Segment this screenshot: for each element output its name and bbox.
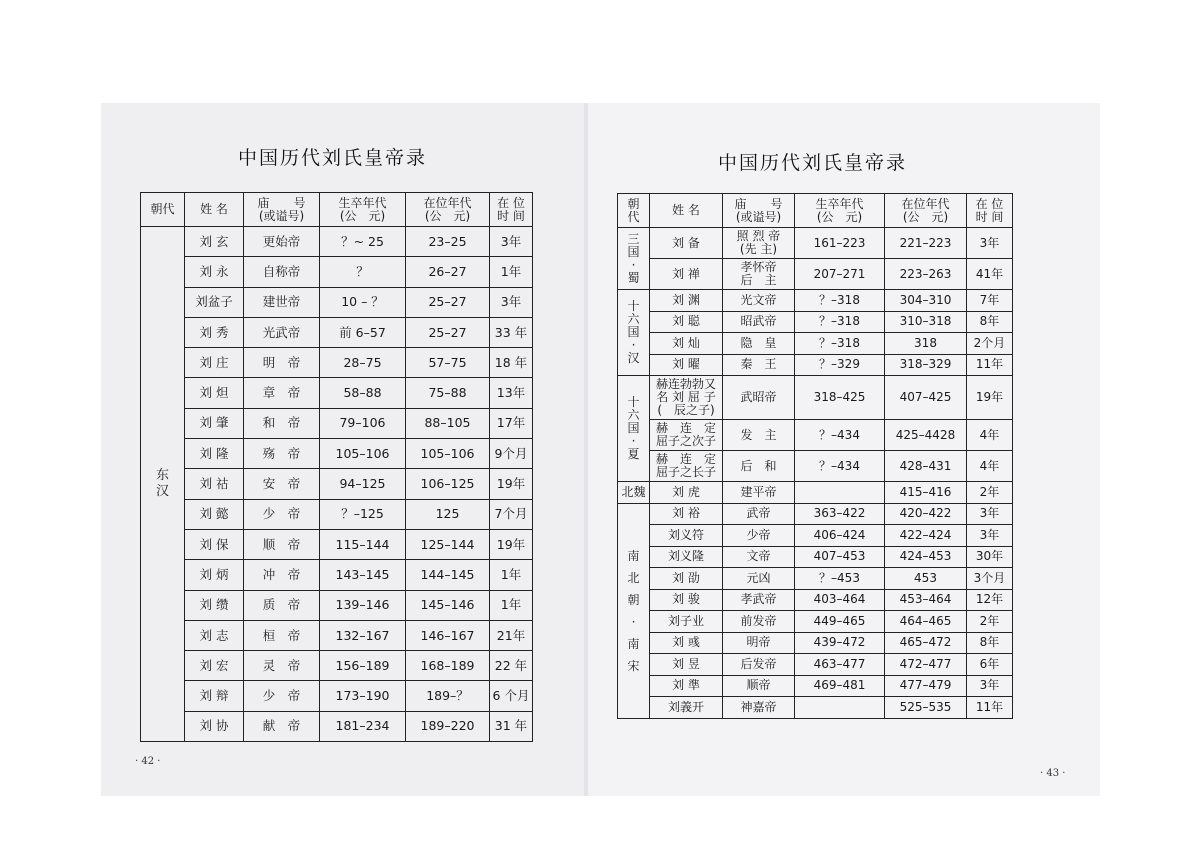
table-row [141,590,533,620]
dynasty-label: 十 六 国 · 汉 [618,290,650,376]
table-row [141,529,533,559]
table-row [141,257,533,287]
temple-name: 光文帝 [723,290,795,312]
reign-duration: 17年 [490,408,533,438]
life-years: 115–144 [320,529,406,559]
life-years: 10 – ？ [320,287,406,317]
life-years: 181–234 [320,711,406,741]
reign-duration: 9个月 [490,439,533,469]
left-page-number: · 42 · [135,756,161,767]
life-years: 406–424 [795,525,885,547]
table-row [141,378,533,408]
life-years: ？ [320,257,406,287]
reign-duration: 2个月 [967,333,1013,355]
temple-name: 元凶 [723,568,795,590]
reign-years: 25–27 [406,287,490,317]
emperor-name: 刘 秀 [185,317,244,347]
reign-duration: 4年 [967,420,1013,451]
emperor-name: 刘 肇 [185,408,244,438]
reign-years: 125–144 [406,529,490,559]
dynasty-label: 三 国 · 蜀 [618,228,650,290]
header-name: 姓 名 [650,194,723,228]
reign-duration: 4年 [967,451,1013,482]
emperor-name: 刘 聪 [650,311,723,333]
life-years: 363–422 [795,503,885,525]
header-dynasty: 朝 代 [618,194,650,228]
temple-name: 武昭帝 [723,376,795,420]
table-row [618,333,1013,355]
reign-years: 144–145 [406,560,490,590]
reign-duration: 21年 [490,620,533,650]
emperor-name: 刘 懿 [185,499,244,529]
emperor-name: 刘义符 [650,525,723,547]
life-years: 439–472 [795,632,885,654]
temple-name: 发 主 [723,420,795,451]
table-row [618,546,1013,568]
header-temple: 庙 号 (或谥号) [244,193,320,227]
reign-years: 525–535 [885,697,967,719]
life-years: ？–434 [795,451,885,482]
temple-name: 献 帝 [244,711,320,741]
temple-name: 殇 帝 [244,439,320,469]
reign-years: 424–453 [885,546,967,568]
reign-years: 105–106 [406,439,490,469]
reign-duration: 7年 [967,290,1013,312]
emperor-name: 刘 虎 [650,482,723,504]
temple-name: 光武帝 [244,317,320,347]
right-page-title: 中国历代刘氏皇帝录 [718,152,908,174]
emperor-name: 刘 骏 [650,589,723,611]
table-row [618,228,1013,259]
reign-years: 465–472 [885,632,967,654]
life-years: 463–477 [795,654,885,676]
table-row [618,482,1013,504]
reign-duration: 3年 [967,525,1013,547]
life-years: ？–125 [320,499,406,529]
reign-duration: 1年 [490,590,533,620]
reign-duration: 13年 [490,378,533,408]
life-years: 79–106 [320,408,406,438]
table-row [141,499,533,529]
table-row [618,525,1013,547]
table-row [141,620,533,650]
table-row [618,675,1013,697]
reign-duration: 3年 [967,228,1013,259]
reign-duration: 1年 [490,560,533,590]
life-years: 207–271 [795,259,885,290]
emperor-name: 刘 炟 [185,378,244,408]
reign-years: 146–167 [406,620,490,650]
temple-name: 武帝 [723,503,795,525]
temple-name: 和 帝 [244,408,320,438]
reign-years: 420–422 [885,503,967,525]
emperor-name: 刘 辩 [185,681,244,711]
life-years: ？~ 25 [320,227,406,257]
emperor-name: 刘 彧 [650,632,723,654]
life-years: 173–190 [320,681,406,711]
reign-duration: 3年 [967,675,1013,697]
emperor-name: 刘 炳 [185,560,244,590]
life-years: 403–464 [795,589,885,611]
header-life: 生卒年代 (公 元) [320,193,406,227]
reign-years: 318 [885,333,967,355]
reign-years: 106–125 [406,469,490,499]
reign-years: 464–465 [885,611,967,633]
reign-years: 425–4428 [885,420,967,451]
table-row [141,227,533,257]
reign-duration: 11年 [967,354,1013,376]
temple-name: 昭武帝 [723,311,795,333]
temple-name: 顺帝 [723,675,795,697]
reign-years: 145–146 [406,590,490,620]
temple-name: 少 帝 [244,681,320,711]
life-years: 前 6–57 [320,317,406,347]
temple-name: 自称帝 [244,257,320,287]
temple-name: 前发帝 [723,611,795,633]
emperor-name: 刘 协 [185,711,244,741]
reign-duration: 19年 [490,469,533,499]
dynasty-label: 东 汉 [141,227,185,742]
temple-name: 安 帝 [244,469,320,499]
table-row [141,287,533,317]
reign-years: 57–75 [406,348,490,378]
header-reign: 在位年代 (公 元) [406,193,490,227]
emperor-name: 刘義开 [650,697,723,719]
reign-years: 88–105 [406,408,490,438]
temple-name: 孝武帝 [723,589,795,611]
reign-duration: 3个月 [967,568,1013,590]
life-years: 132–167 [320,620,406,650]
emperor-name: 刘 灿 [650,333,723,355]
reign-years: 318–329 [885,354,967,376]
temple-name: 照 烈 帝 (先 主) [723,228,795,259]
right-emperor-table [617,193,1013,719]
temple-name: 顺 帝 [244,529,320,559]
table-row [618,290,1013,312]
reign-duration: 11年 [967,697,1013,719]
reign-duration: 19年 [490,529,533,559]
emperor-name: 赫 连 定 屈子之次子 [650,420,723,451]
life-years: 449–465 [795,611,885,633]
header-name: 姓 名 [185,193,244,227]
table-row [618,259,1013,290]
right-table-header [618,194,1013,228]
reign-years: 75–88 [406,378,490,408]
emperor-name: 刘 庄 [185,348,244,378]
reign-duration: 2年 [967,482,1013,504]
header-dynasty: 朝代 [141,193,185,227]
header-duration: 在 位 时 间 [967,194,1013,228]
temple-name: 建平帝 [723,482,795,504]
life-years [795,482,885,504]
table-row [141,560,533,590]
emperor-name: 刘 隆 [185,439,244,469]
table-row [618,420,1013,451]
emperor-name: 刘 祜 [185,469,244,499]
life-years: 143–145 [320,560,406,590]
table-row [141,348,533,378]
reign-duration: 22 年 [490,651,533,681]
reign-duration: 12年 [967,589,1013,611]
reign-years: 23–25 [406,227,490,257]
table-row [618,589,1013,611]
reign-duration: 8年 [967,632,1013,654]
temple-name: 秦 王 [723,354,795,376]
emperor-name: 刘 昱 [650,654,723,676]
life-years: 407–453 [795,546,885,568]
reign-duration: 18 年 [490,348,533,378]
table-row [141,439,533,469]
temple-name: 后 和 [723,451,795,482]
left-page-title: 中国历代刘氏皇帝录 [238,147,428,169]
reign-years: 472–477 [885,654,967,676]
emperor-name: 刘 準 [650,675,723,697]
emperor-name: 刘 渊 [650,290,723,312]
emperor-name: 刘 裕 [650,503,723,525]
reign-years: 25–27 [406,317,490,347]
table-row [141,651,533,681]
emperor-name: 刘 劭 [650,568,723,590]
emperor-name: 赫 连 定 屈子之长子 [650,451,723,482]
table-row [141,681,533,711]
reign-years: 477–479 [885,675,967,697]
temple-name: 神嘉帝 [723,697,795,719]
reign-duration: 1年 [490,257,533,287]
life-years: ？–318 [795,333,885,355]
header-temple: 庙 号 (或谥号) [723,194,795,228]
life-years: 139–146 [320,590,406,620]
reign-duration: 8年 [967,311,1013,333]
temple-name: 质 帝 [244,590,320,620]
table-row [141,317,533,347]
life-years: ？–318 [795,290,885,312]
reign-years: 223–263 [885,259,967,290]
table-row [618,632,1013,654]
life-years: ？–453 [795,568,885,590]
reign-duration: 30年 [967,546,1013,568]
reign-years: 26–27 [406,257,490,287]
emperor-name: 刘 曜 [650,354,723,376]
emperor-name: 刘 志 [185,620,244,650]
dynasty-label: 十 六 国 · 夏 [618,376,650,482]
emperor-name: 刘盆子 [185,287,244,317]
reign-duration: 41年 [967,259,1013,290]
temple-name: 少 帝 [244,499,320,529]
reign-years: 168–189 [406,651,490,681]
temple-name: 章 帝 [244,378,320,408]
emperor-name: 刘 禅 [650,259,723,290]
temple-name: 灵 帝 [244,651,320,681]
life-years: 469–481 [795,675,885,697]
life-years: 28–75 [320,348,406,378]
reign-duration: 33 年 [490,317,533,347]
reign-years: 189–220 [406,711,490,741]
reign-duration: 7个月 [490,499,533,529]
emperor-name: 刘 缵 [185,590,244,620]
header-life: 生卒年代 (公 元) [795,194,885,228]
table-row [618,503,1013,525]
temple-name: 明 帝 [244,348,320,378]
reign-years: 221–223 [885,228,967,259]
left-table-header [141,193,533,227]
emperor-name: 刘 备 [650,228,723,259]
table-row [618,611,1013,633]
reign-years: 415–416 [885,482,967,504]
emperor-name: 刘义隆 [650,546,723,568]
life-years: ？–329 [795,354,885,376]
temple-name: 建世帝 [244,287,320,317]
left-emperor-table [140,192,533,742]
reign-years: 125 [406,499,490,529]
reign-duration: 31 年 [490,711,533,741]
header-duration: 在 位 时 间 [490,193,533,227]
emperor-name: 刘子业 [650,611,723,633]
table-row [618,654,1013,676]
table-row [141,711,533,741]
reign-years: 453 [885,568,967,590]
temple-name: 少帝 [723,525,795,547]
life-years: 58–88 [320,378,406,408]
emperor-name: 刘 保 [185,529,244,559]
table-row [618,354,1013,376]
table-row [141,408,533,438]
life-years: 94–125 [320,469,406,499]
temple-name: 隐 皇 [723,333,795,355]
reign-years: 428–431 [885,451,967,482]
emperor-name: 刘 永 [185,257,244,287]
life-years [795,697,885,719]
reign-duration: 19年 [967,376,1013,420]
dynasty-label: 北魏 [618,482,650,504]
reign-years: 453–464 [885,589,967,611]
reign-duration: 3年 [490,227,533,257]
life-years: 156–189 [320,651,406,681]
table-row [141,469,533,499]
life-years: 161–223 [795,228,885,259]
temple-name: 明帝 [723,632,795,654]
temple-name: 文帝 [723,546,795,568]
emperor-name: 刘 宏 [185,651,244,681]
life-years: ？–318 [795,311,885,333]
life-years: 105–106 [320,439,406,469]
temple-name: 孝怀帝 后 主 [723,259,795,290]
reign-duration: 6 个月 [490,681,533,711]
reign-years: 304–310 [885,290,967,312]
table-row [618,376,1013,420]
reign-years: 189–？ [406,681,490,711]
life-years: ？–434 [795,420,885,451]
reign-years: 422–424 [885,525,967,547]
reign-years: 310–318 [885,311,967,333]
reign-years: 407–425 [885,376,967,420]
right-page-number: · 43 · [1040,768,1066,779]
table-row [618,451,1013,482]
table-row [618,697,1013,719]
table-row [618,311,1013,333]
temple-name: 冲 帝 [244,560,320,590]
reign-duration: 2年 [967,611,1013,633]
life-years: 318–425 [795,376,885,420]
temple-name: 后发帝 [723,654,795,676]
reign-duration: 6年 [967,654,1013,676]
dynasty-label: 南 北 朝 · 南 宋 [618,503,650,718]
header-reign: 在位年代 (公 元) [885,194,967,228]
emperor-name: 刘 玄 [185,227,244,257]
temple-name: 更始帝 [244,227,320,257]
reign-duration: 3年 [490,287,533,317]
table-row [618,568,1013,590]
reign-duration: 3年 [967,503,1013,525]
emperor-name: 赫连勃勃又 名 刘 屈 子 ( 辰之子) [650,376,723,420]
temple-name: 桓 帝 [244,620,320,650]
